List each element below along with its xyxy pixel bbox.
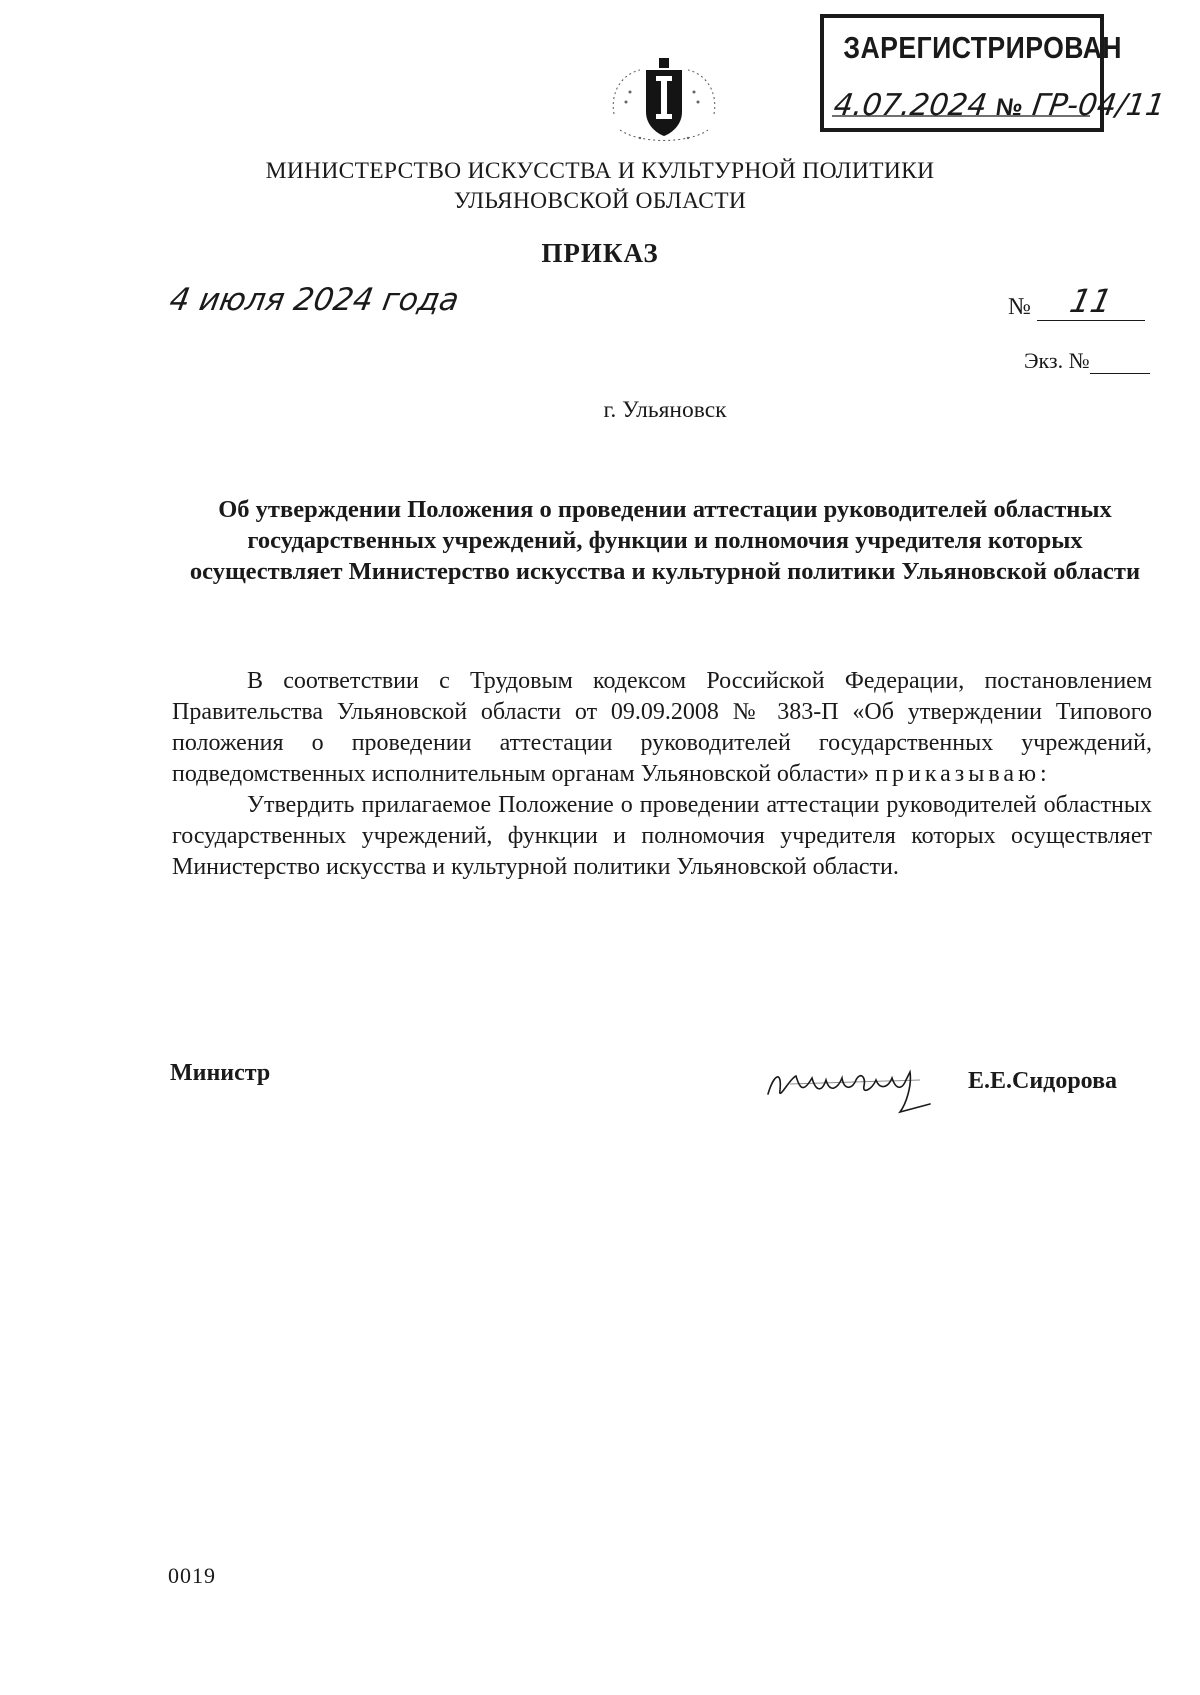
- handwritten-signature: [760, 1050, 950, 1120]
- ministry-name-line2: УЛЬЯНОВСКОЙ ОБЛАСТИ: [453, 188, 747, 214]
- order-body: [172, 666, 1152, 883]
- coat-of-arms-emblem: [600, 52, 728, 152]
- stamp-reg-number: ГР-04/11: [1030, 88, 1168, 123]
- stamp-title: ЗАРЕГИСТРИРОВАН: [843, 30, 1122, 65]
- copy-number-label: Экз. №: [1024, 348, 1090, 373]
- order-date-handwritten: 4 июля 2024 года: [166, 282, 462, 318]
- city: г. Ульяновск: [603, 397, 727, 423]
- signer-position: Министр: [170, 1060, 271, 1086]
- body-command-word: приказываю:: [875, 761, 1051, 787]
- document-type-title: ПРИКАЗ: [541, 238, 659, 268]
- ministry-name-line1: МИНИСТЕРСТВО ИСКУССТВА И КУЛЬТУРНОЙ ПОЛИТИКИ: [265, 158, 935, 184]
- stamp-number-sign: №: [994, 94, 1025, 121]
- copy-number-blank: [1090, 353, 1150, 374]
- order-number: [1008, 282, 1145, 321]
- order-subject: Об утверждении Положения о проведении аттестации руководителей областных государственных учреждений, функции и полномочия учредителя которых осуществляет Министерство искусства и культурной политики Ульяновской области: [189, 496, 1141, 585]
- signer-name: Е.Е.Сидорова: [968, 1068, 1118, 1094]
- stamp-registration-line: [832, 88, 1168, 123]
- order-number-field: [1037, 282, 1145, 321]
- body-paragraph-1-text: В соответствии с Трудовым кодексом Российской Федерации, постановлением Правительства Ульяновской области от 09.09.2008 № 383-П «Об утверждении Типового положения о проведении аттестации руководителей государственных учреждений, подведомственных исполнительным органам Ульяновской области»: [172, 668, 1152, 787]
- order-number-label: №: [1008, 294, 1031, 320]
- stamp-reg-date: 4.07.2024: [831, 88, 990, 123]
- registration-stamp: [820, 14, 1168, 132]
- page-code: 0019: [168, 1563, 216, 1588]
- body-paragraph-2: Утвердить прилагаемое Положение о проведении аттестации руководителей областных государственных учреждений, функции и полномочия учредителя которых осуществляет Министерство искусства и культурной политики Ульяновской области.: [172, 792, 1152, 880]
- order-number-value: 11: [1066, 282, 1116, 320]
- copy-number: [1024, 348, 1150, 374]
- body-paragraph-1: [172, 666, 1152, 790]
- ministry-name: [0, 156, 1200, 216]
